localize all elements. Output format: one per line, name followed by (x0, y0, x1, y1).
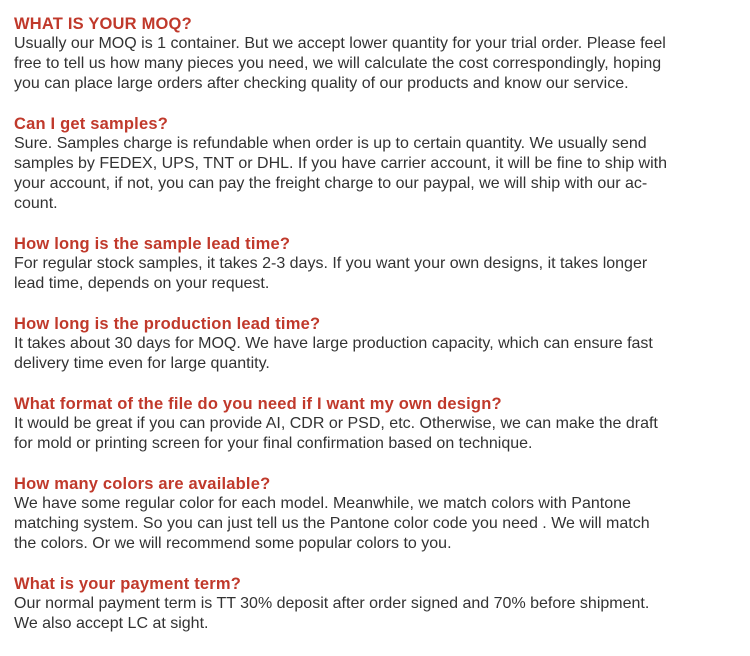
faq-answer (14, 34, 738, 94)
faq-item-colors (14, 474, 738, 554)
faq-question: WHAT IS YOUR MOQ? (14, 15, 192, 33)
answer-line: delivery time even for large quantity. (14, 355, 270, 372)
faq-item-production-lead-time (14, 314, 738, 374)
faq-item-moq (14, 14, 738, 94)
faq-list (14, 14, 738, 634)
answer-line: samples by FEDEX, UPS, TNT or DHL. If you have carrier account, it will be fine to ship with (14, 155, 667, 172)
answer-line: for mold or printing screen for your final confirmation based on technique. (14, 435, 533, 452)
faq-item-sample-lead-time (14, 234, 738, 294)
answer-line: Usually our MOQ is 1 container. But we accept lower quantity for your trial order. Please feel (14, 35, 666, 52)
faq-question: How many colors are available? (14, 475, 271, 493)
faq-answer (14, 334, 738, 374)
answer-line: It takes about 30 days for MOQ. We have large production capacity, which can ensure fast (14, 335, 653, 352)
answer-line: It would be great if you can provide AI, CDR or PSD, etc. Otherwise, we can make the draft (14, 415, 658, 432)
faq-item-samples (14, 114, 738, 214)
faq-answer (14, 134, 738, 214)
answer-line: lead time, depends on your request. (14, 275, 270, 292)
faq-item-payment-term (14, 574, 738, 634)
answer-line: Sure. Samples charge is refundable when order is up to certain quantity. We usually send (14, 135, 647, 152)
faq-item-file-format (14, 394, 738, 454)
answer-line: We also accept LC at sight. (14, 615, 209, 632)
faq-answer (14, 594, 738, 634)
faq-question: How long is the production lead time? (14, 315, 321, 333)
answer-line: We have some regular color for each model. Meanwhile, we match colors with Pantone (14, 495, 631, 512)
answer-line: Our normal payment term is TT 30% deposit after order signed and 70% before shipment. (14, 595, 650, 612)
faq-answer (14, 494, 738, 554)
faq-answer (14, 254, 738, 294)
faq-question: How long is the sample lead time? (14, 235, 291, 253)
answer-line: your account, if not, you can pay the freight charge to our paypal, we will ship with our ac- (14, 175, 648, 192)
answer-line: count. (14, 195, 58, 212)
answer-line: free to tell us how many pieces you need, we will calculate the cost correspondingly, hoping (14, 55, 662, 72)
answer-line: For regular stock samples, it takes 2-3 days. If you want your own designs, it takes longer (14, 255, 648, 272)
answer-line: the colors. Or we will recommend some popular colors to you. (14, 535, 452, 552)
faq-question: Can I get samples? (14, 115, 168, 133)
answer-line: you can place large orders after checking quality of our products and know our service. (14, 75, 629, 92)
faq-question: What format of the file do you need if I want my own design? (14, 395, 502, 413)
faq-question: What is your payment term? (14, 575, 242, 593)
faq-answer (14, 414, 738, 454)
answer-line: matching system. So you can just tell us the Pantone color code you need . We will match (14, 515, 650, 532)
